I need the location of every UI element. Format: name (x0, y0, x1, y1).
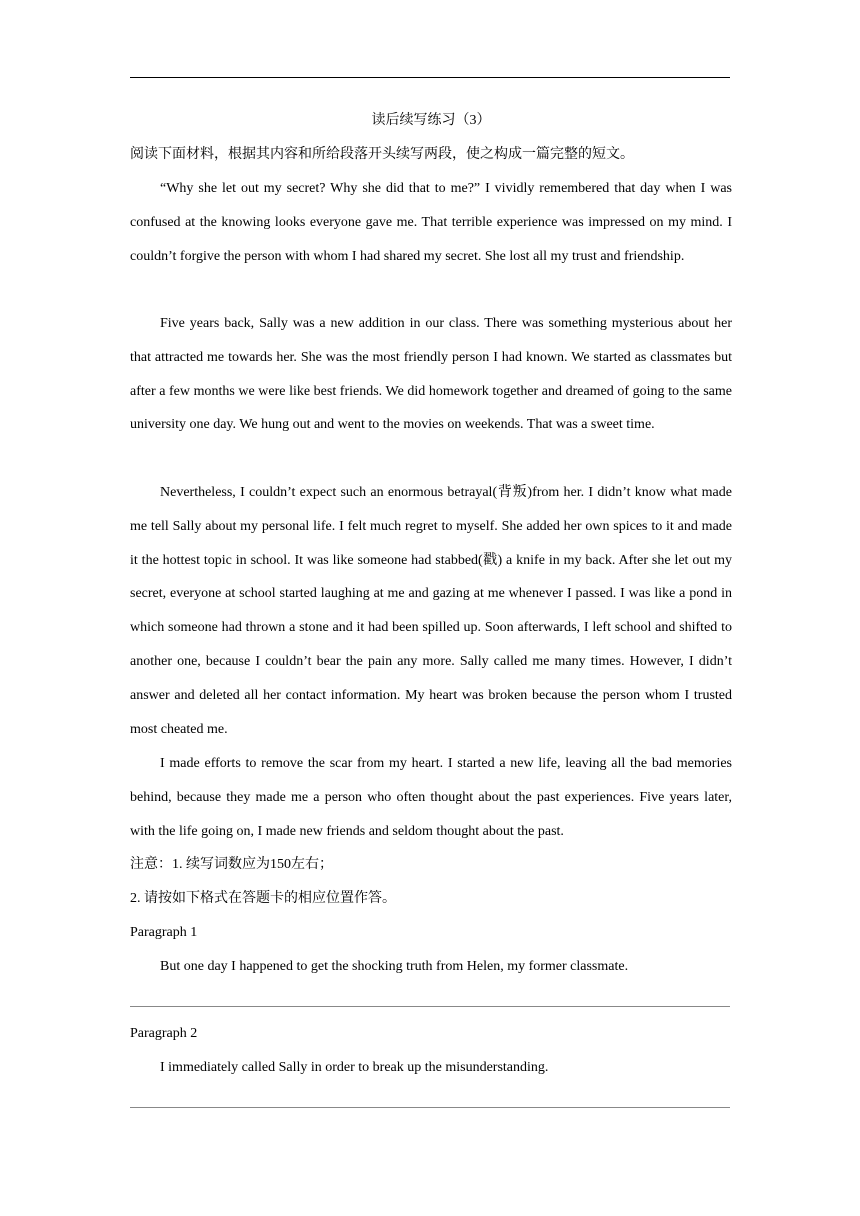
paragraph2-label: Paragraph 2 (130, 1026, 198, 1041)
answer-line-2 (130, 1107, 730, 1108)
paragraph1-label: Paragraph 1 (130, 925, 198, 940)
paragraph1-opening: But one day I happened to get the shocking truth from Helen, my former classmate. (160, 959, 629, 974)
paragraph2-opening: I immediately called Sally in order to break up the misunderstanding. (160, 1060, 549, 1075)
story-paragraph-4: I made efforts to remove the scar from my heart. I started a new life, leaving all the bad memories behind, because they made me a person who often thought about the past experiences. Five years later, with the life going on, I made new friends and seldom thought about the past. (130, 756, 732, 839)
note-word-count: 注意：1. 续写词数应为150左右； (130, 857, 333, 872)
document-title: 读后续写练习（3） (371, 113, 491, 128)
story-paragraph-2: Five years back, Sally was a new addition in our class. There was something mysterious about her that attracted me towards her. She was the most friendly person I had known. We started as classmates but after a few months we were like best friends. We did homework together and dreamed of going to the same university one day. We hung out and went to the movies on weekends. That was a sweet time. (130, 316, 732, 433)
answer-line-1 (130, 1006, 730, 1007)
story-paragraph-1: “Why she let out my secret? Why she did that to me?” I vividly remembered that day when I was confused at the knowing looks everyone gave me. That terrible experience was impressed on my mind. I couldn’t forgive the person with whom I had shared my secret. She lost all my trust and friendship. (130, 181, 732, 264)
header-rule (130, 77, 730, 78)
instruction-text: 阅读下面材料，根据其内容和所给段落开头续写两段，使之构成一篇完整的短文。 (130, 147, 634, 162)
story-paragraph-3: Nevertheless, I couldn’t expect such an enormous betrayal(背叛)from her. I didn’t know what made me tell Sally about my personal life. I felt much regret to myself. She added her own spices to it and made it the hottest topic in school. It was like someone had stabbed(戳) a knife in my back. After she let out my secret, everyone at school started laughing at me and gazing at me whenever I passed. I was like a pond in which someone had thrown a stone and it had been spilled up. Soon afterwards, I left school and shifted to another one, because I couldn’t bear the pain any more. Sally called me many times. However, I didn’t answer and deleted all her contact information. My heart was broken because the person whom I trusted most cheated me. (130, 485, 732, 737)
note-format: 2. 请按如下格式在答题卡的相应位置作答。 (130, 891, 396, 906)
